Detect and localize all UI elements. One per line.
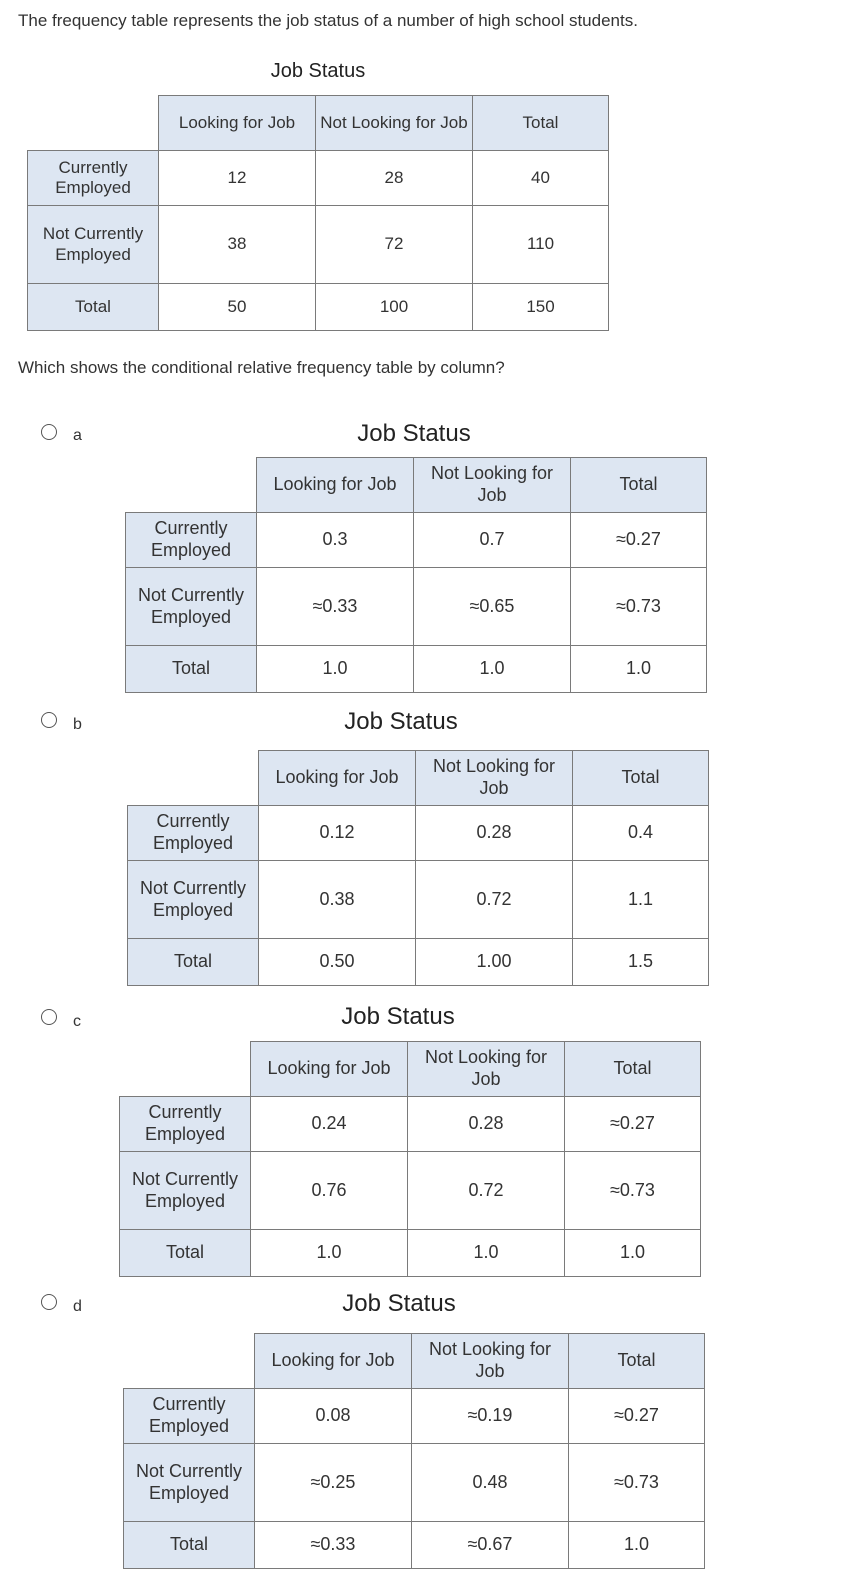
table-cell: 0.28 <box>416 806 573 861</box>
option-d-table <box>123 1333 705 1569</box>
col-header-total: Total <box>573 751 709 806</box>
table-cell: ≈0.25 <box>255 1444 412 1522</box>
table-cell: 0.50 <box>259 939 416 986</box>
col-header-looking: Looking for Job <box>159 96 316 151</box>
table-cell: ≈0.19 <box>412 1389 569 1444</box>
question-prompt: Which shows the conditional relative frequency table by column? <box>18 358 505 377</box>
option-c-radio[interactable] <box>41 1009 57 1025</box>
table-cell: 50 <box>159 284 316 331</box>
row-header-employed: Currently Employed <box>28 151 159 206</box>
table-cell: ≈0.33 <box>257 568 414 646</box>
row-header-total: Total <box>124 1522 255 1569</box>
table-cell: 0.38 <box>259 861 416 939</box>
table-cell: ≈0.73 <box>569 1444 705 1522</box>
row-header-employed: Currently Employed <box>128 806 259 861</box>
option-b-letter[interactable]: b <box>73 716 82 733</box>
col-header-not-looking: Not Looking for Job <box>414 458 571 513</box>
option-b-radio[interactable] <box>41 712 57 728</box>
row-header-employed: Currently Employed <box>124 1389 255 1444</box>
table-cell: 40 <box>473 151 609 206</box>
table-cell: ≈0.73 <box>565 1152 701 1230</box>
table-cell: 110 <box>473 206 609 284</box>
col-header-total: Total <box>565 1042 701 1097</box>
col-header-total: Total <box>569 1334 705 1389</box>
row-header-employed: Currently Employed <box>126 513 257 568</box>
row-header-employed: Currently Employed <box>120 1097 251 1152</box>
col-header-not-looking: Not Looking for Job <box>412 1334 569 1389</box>
table-cell: 0.7 <box>414 513 571 568</box>
table-cell: 1.1 <box>573 861 709 939</box>
option-a-title: Job Status <box>357 420 471 447</box>
table-cell: ≈0.27 <box>569 1389 705 1444</box>
table-cell: ≈0.33 <box>255 1522 412 1569</box>
row-header-not-employed: Not Currently Employed <box>120 1152 251 1230</box>
table-cell: 0.12 <box>259 806 416 861</box>
row-header-total: Total <box>28 284 159 331</box>
col-header-total: Total <box>571 458 707 513</box>
option-d-radio[interactable] <box>41 1294 57 1310</box>
col-header-looking: Looking for Job <box>251 1042 408 1097</box>
option-c-table <box>119 1041 701 1277</box>
option-a-letter[interactable]: a <box>73 427 82 444</box>
col-header-not-looking: Not Looking for Job <box>408 1042 565 1097</box>
table-cell: ≈0.73 <box>571 568 707 646</box>
row-header-not-employed: Not Currently Employed <box>128 861 259 939</box>
table-cell: 0.76 <box>251 1152 408 1230</box>
col-header-looking: Looking for Job <box>255 1334 412 1389</box>
option-d-letter[interactable]: d <box>73 1298 82 1315</box>
table-cell: ≈0.67 <box>412 1522 569 1569</box>
table-cell: 28 <box>316 151 473 206</box>
col-header-total: Total <box>473 96 609 151</box>
table-cell: 1.0 <box>565 1230 701 1277</box>
option-c-letter[interactable]: c <box>73 1013 81 1030</box>
table-cell: 0.24 <box>251 1097 408 1152</box>
col-header-looking: Looking for Job <box>257 458 414 513</box>
table-cell: ≈0.65 <box>414 568 571 646</box>
table-cell: 0.4 <box>573 806 709 861</box>
table-cell: 1.0 <box>408 1230 565 1277</box>
row-header-not-employed: Not Currently Employed <box>126 568 257 646</box>
col-header-not-looking: Not Looking for Job <box>416 751 573 806</box>
main-frequency-table <box>27 95 609 331</box>
table-cell: 150 <box>473 284 609 331</box>
option-d-title: Job Status <box>342 1290 456 1317</box>
table-cell: 1.0 <box>571 646 707 693</box>
table-cell: 1.0 <box>251 1230 408 1277</box>
table-cell: 100 <box>316 284 473 331</box>
option-b-table <box>127 750 709 986</box>
row-header-not-employed: Not Currently Employed <box>124 1444 255 1522</box>
table-cell: 0.28 <box>408 1097 565 1152</box>
option-b-title: Job Status <box>344 708 458 735</box>
table-cell: 0.72 <box>416 861 573 939</box>
row-header-total: Total <box>126 646 257 693</box>
table-cell: 1.0 <box>257 646 414 693</box>
table-cell: 0.08 <box>255 1389 412 1444</box>
table-cell: 0.3 <box>257 513 414 568</box>
option-a-radio[interactable] <box>41 424 57 440</box>
table-cell: ≈0.27 <box>571 513 707 568</box>
row-header-total: Total <box>128 939 259 986</box>
option-a-table <box>125 457 707 693</box>
table-cell: 1.00 <box>416 939 573 986</box>
col-header-not-looking: Not Looking for Job <box>316 96 473 151</box>
row-header-not-employed: Not Currently Employed <box>28 206 159 284</box>
main-table-title: Job Status <box>270 60 366 82</box>
table-cell: 0.48 <box>412 1444 569 1522</box>
question-intro: The frequency table represents the job status of a number of high school students. <box>18 11 638 30</box>
row-header-total: Total <box>120 1230 251 1277</box>
table-cell: 1.5 <box>573 939 709 986</box>
table-cell: 38 <box>159 206 316 284</box>
table-cell: 1.0 <box>414 646 571 693</box>
table-cell: 12 <box>159 151 316 206</box>
option-c-title: Job Status <box>341 1003 455 1030</box>
table-cell: 72 <box>316 206 473 284</box>
col-header-looking: Looking for Job <box>259 751 416 806</box>
table-cell: 1.0 <box>569 1522 705 1569</box>
table-cell: 0.72 <box>408 1152 565 1230</box>
table-cell: ≈0.27 <box>565 1097 701 1152</box>
